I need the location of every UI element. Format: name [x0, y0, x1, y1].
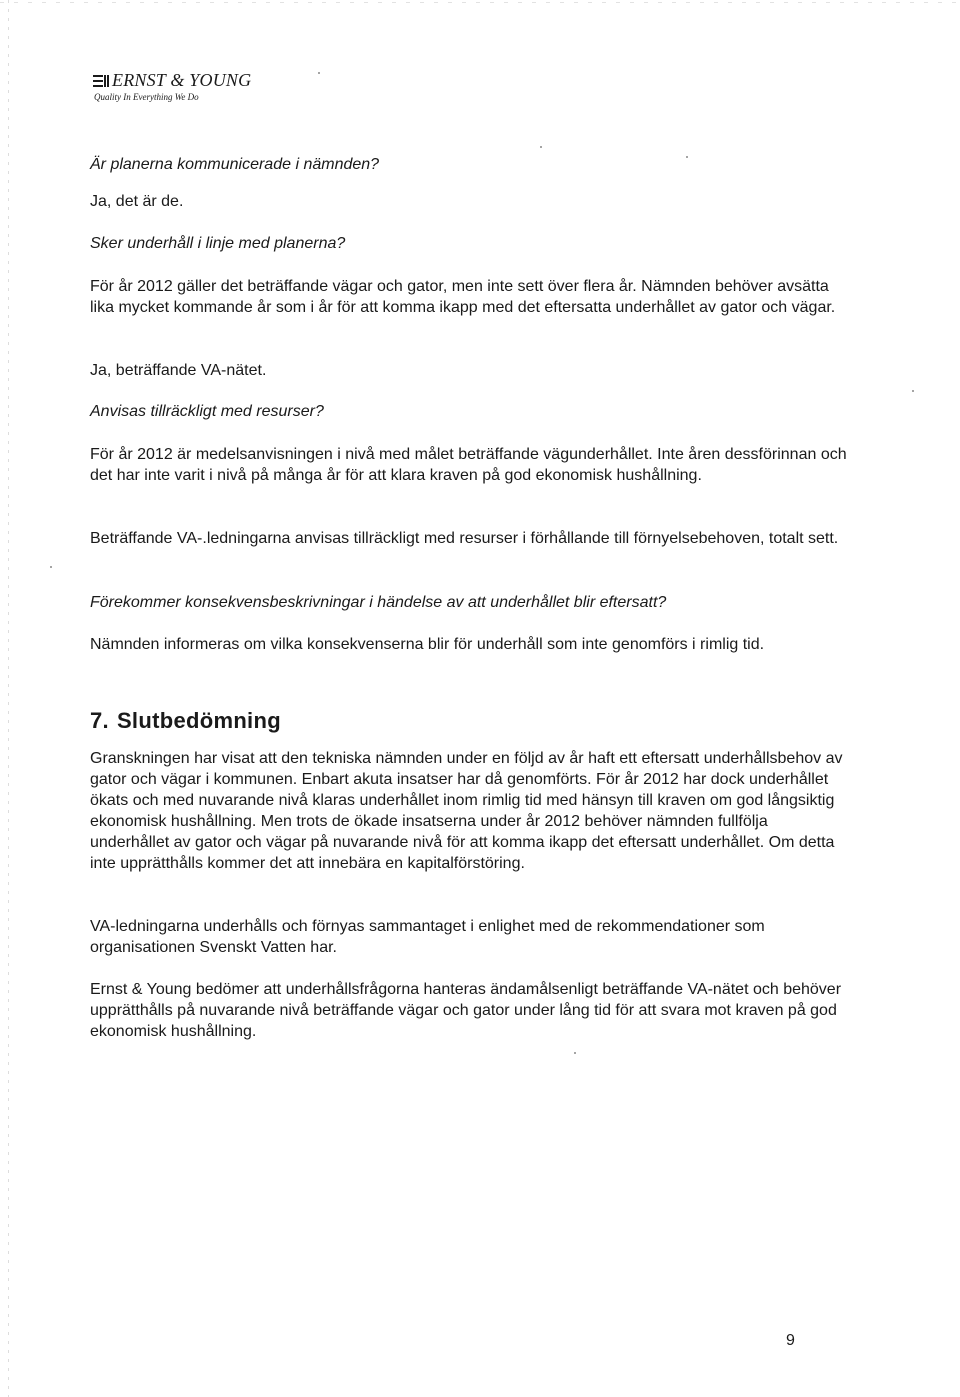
scan-edge-top	[0, 2, 960, 3]
answer-funding-roads: För år 2012 är medelsanvisningen i nivå med målet beträffande vägunderhållet. Inte åren dessförinnan och det har inte varit i nivå på många år för att klara kraven på god ekonomisk hushållning.	[90, 446, 847, 484]
answer-funding-va: Beträffande VA-.ledningarna anvisas tillräckligt med resurser i förhållande till förnyelsebehoven, totalt sett.	[90, 530, 839, 547]
scan-speck	[318, 72, 320, 74]
question-plans-communicated: Är planerna kommunicerade i nämnden?	[90, 156, 380, 173]
scan-speck	[540, 146, 542, 148]
answer-roads-maintenance: För år 2012 gäller det beträffande vägar och gator, men inte sett över flera år. Nämnden behöver avsätta lika mycket kommande år som i år för att komma ikapp med det eftersatta underhållet av gator och vägar.	[90, 278, 836, 316]
section-number: 7.	[90, 708, 109, 733]
section-heading	[90, 708, 281, 734]
question-consequence-descriptions: Förekommer konsekvensbeskrivningar i händelse av att underhållet blir eftersatt?	[90, 594, 667, 611]
page-number: 9	[786, 1332, 795, 1349]
question-maintenance-aligned: Sker underhåll i linje med planerna?	[90, 235, 346, 252]
scan-speck	[574, 1052, 576, 1054]
section-title: Slutbedömning	[116, 708, 281, 733]
scan-speck	[686, 156, 688, 158]
conclusion-paragraph-assessment: Ernst & Young bedömer att underhållsfrågorna hanteras ändamålsenligt beträffande VA-nätet och behöver upprätthålls på nuvarande nivå beträffande vägar och gator under lång tid för att svara mot kraven på god ekonomisk hushållning.	[90, 981, 842, 1040]
company-logo	[92, 70, 312, 102]
ey-logo-mark-icon	[92, 73, 110, 89]
logo-name: ERNST & YOUNG	[112, 70, 252, 90]
conclusion-paragraph-va: VA-ledningarna underhålls och förnyas sammantaget i enlighet med de rekommendationer som organisationen Svenskt Vatten har.	[90, 918, 765, 956]
scan-speck	[50, 566, 52, 568]
question-resources-allocated: Anvisas tillräckligt med resurser?	[90, 403, 324, 420]
scan-edge-left	[8, 0, 9, 1397]
answer-consequence-descriptions: Nämnden informeras om vilka konsekvenserna blir för underhåll som inte genomförs i rimlig tid.	[90, 636, 765, 653]
logo-tagline: Quality In Everything We Do	[94, 92, 199, 102]
scan-speck	[912, 390, 914, 392]
conclusion-paragraph-roads: Granskningen har visat att den tekniska nämnden under en följd av år haft ett eftersatt underhållsbehov av gator och vägar i kommunen. Enbart akuta insatser har då genomförts. För år 2012 har dock underhållet ökats och med nuvarande nivå klaras underhållet inom rimlig tid med hänsyn till kraven om god långsiktig ekonomisk hushållning. Men trots de ökade insatserna under år 2012 behöver nämnden fullfölja underhållet av gator och vägar på nuvarande nivå för att komma ikapp det eftersatt underhållet. Om detta inte upprätthålls kommer det att innebära en kapitalförstöring.	[90, 750, 843, 872]
answer-va-network: Ja, beträffande VA-nätet.	[90, 362, 267, 379]
answer-plans-communicated: Ja, det är de.	[90, 193, 184, 210]
